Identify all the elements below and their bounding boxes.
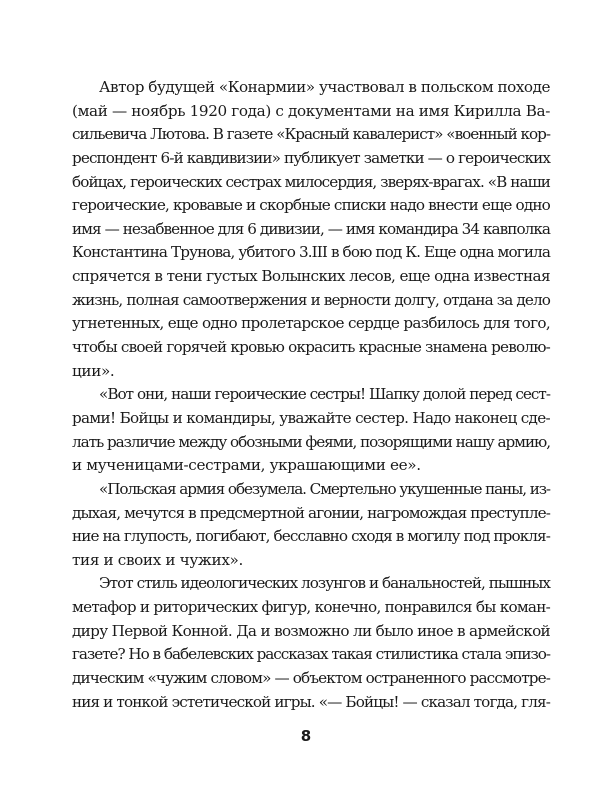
text-line: дическим «чужим словом» — объектом остраненного рассмотре- <box>72 669 550 688</box>
text-line: Автор будущей «Конармии» участвовал в польском походе <box>99 78 550 96</box>
text-line: имя — незабвенное для 6 дивизии, — имя командира 34 кавполка <box>72 219 550 238</box>
text-line: угнетенных, еще одно пролетарское сердце разбилось для того, <box>72 314 550 333</box>
text-line: ния и тонкой эстетической игры. «— Бойцы! — сказал тогда, гля- <box>72 692 550 711</box>
text-line: Этот стиль идеологических лозунгов и банальностей, пышных <box>99 574 550 593</box>
body-text <box>72 76 550 714</box>
text-line: метафор и риторических фигур, конечно, понравился бы коман- <box>72 598 550 617</box>
text-line: ние на глупость, погибают, бесславно сходя в могилу под прокля- <box>72 527 550 546</box>
text-line: сильевича Лютова. В газете «Красный кавалерист» «военный кор- <box>72 125 550 144</box>
text-line: лать различие между обозными феями, позорящими нашу армию, <box>72 432 550 451</box>
text-line: респондент 6-й кавдивизии» публикует заметки — о героических <box>72 148 550 167</box>
text-line: бойцах, героических сестрах милосердия, зверях-врагах. «В наши <box>72 172 550 191</box>
text-line: и мученицами-сестрами, украшающими ее». <box>72 456 421 475</box>
text-line: газете? Но в бабелевских рассказах такая стилистика стала эпизо- <box>72 645 550 664</box>
text-line: (май — ноябрь 1920 года) с документами на имя Кирилла Ва- <box>72 101 550 120</box>
text-line: дыхая, мечутся в предсмертной агонии, нагромождая преступле- <box>72 503 550 522</box>
text-line: рами! Бойцы и командиры, уважайте сестер. Надо наконец сде- <box>72 408 550 427</box>
text-line: Константина Трунова, убитого 3.III в бою под К. Еще одна могила <box>72 243 550 262</box>
text-line: тия и своих и чужих». <box>72 550 243 569</box>
text-line: жизнь, полная самоотвержения и верности долгу, отдана за дело <box>72 290 550 309</box>
text-line: героические, кровавые и скорбные списки надо внести еще одно <box>72 196 550 215</box>
text-line: «Польская армия обезумела. Смертельно укушенные паны, из- <box>99 479 550 498</box>
text-line: чтобы своей горячей кровью окрасить красные знамена револю- <box>72 338 550 357</box>
text-line: «Вот они, наши героические сестры! Шапку долой перед сест- <box>99 385 550 404</box>
text-line: ции». <box>72 361 115 380</box>
page-number: 8 <box>300 727 312 745</box>
text-line: спрячется в тени густых Волынских лесов, еще одна известная <box>72 267 550 286</box>
text-line: диру Первой Конной. Да и возможно ли было иное в армейской <box>72 621 550 640</box>
